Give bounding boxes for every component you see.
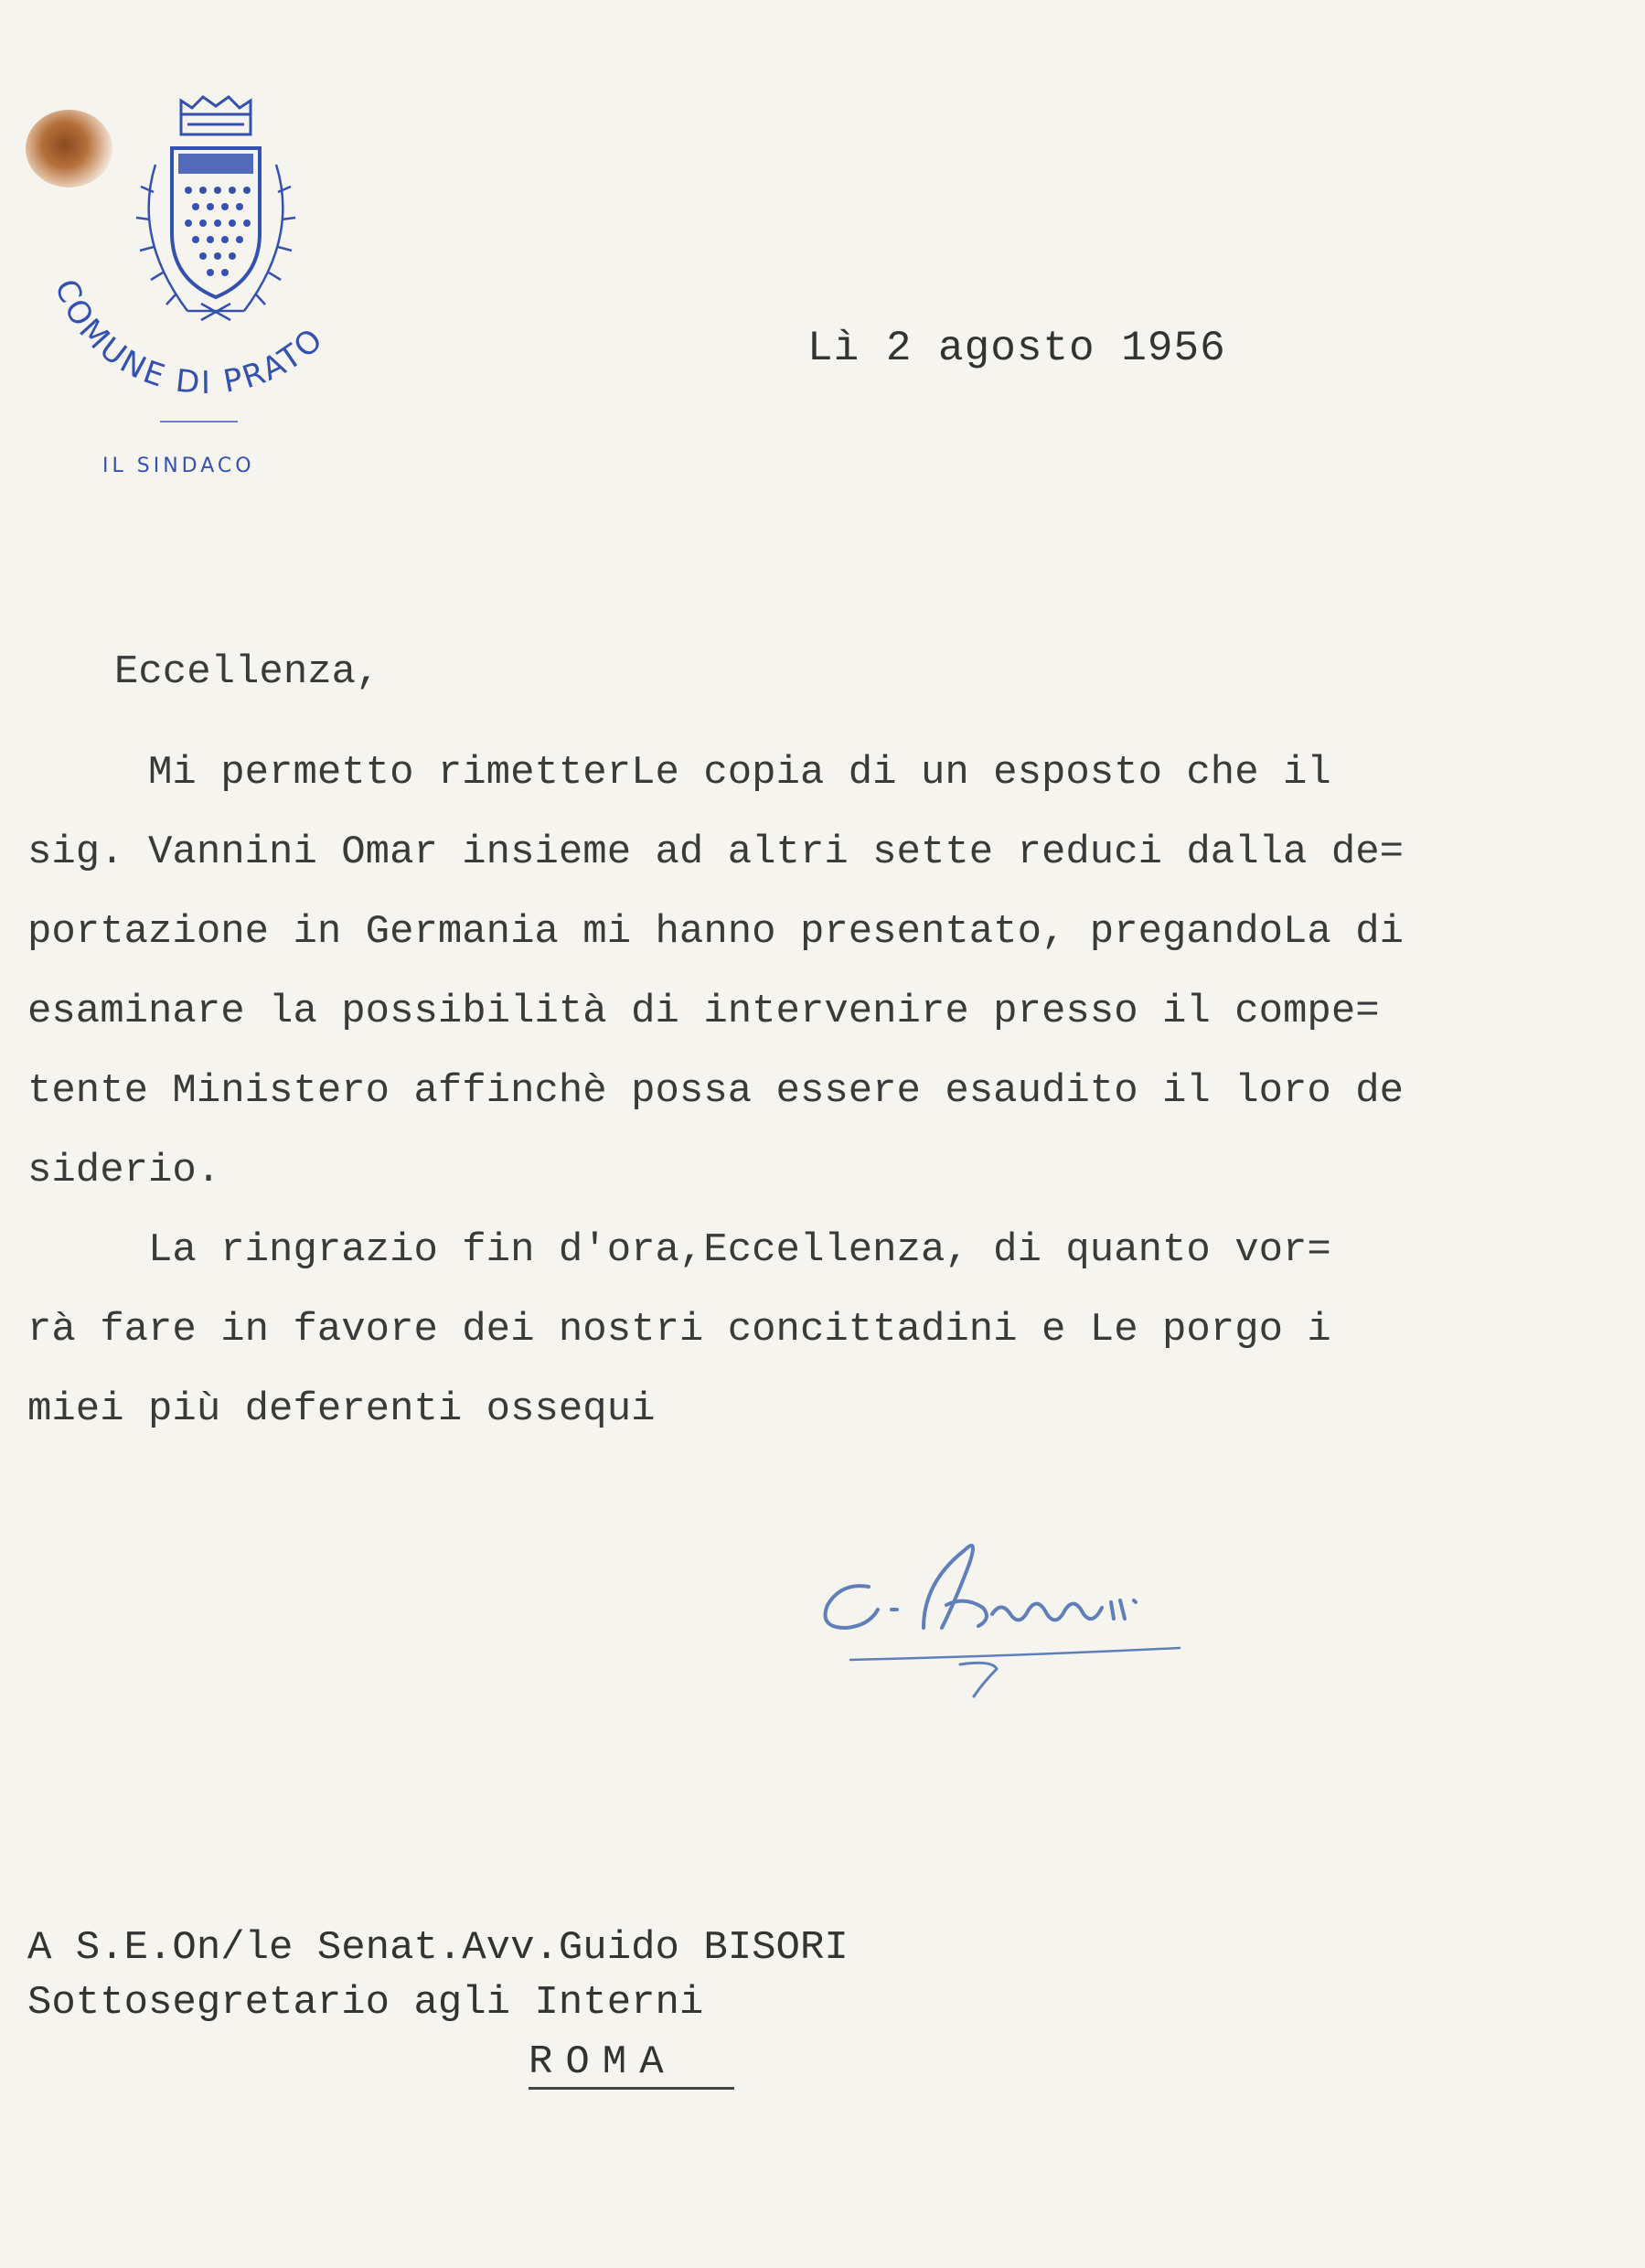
body-line: sig. Vannini Omar insieme ad altri sette reduci dalla de=: [27, 829, 1405, 875]
body-line: siderio.: [27, 1148, 221, 1193]
addressee-name: A S.E.On/le Senat.Avv.Guido BISORI: [27, 1925, 849, 1971]
letterhead-rule: [160, 421, 238, 423]
svg-text:COMUNE DI PRATO: [48, 274, 332, 393]
office-title: IL SINDACO: [102, 455, 255, 477]
handwritten-signature: [805, 1500, 1280, 1710]
stamp-lettering: COMUNE DI PRATO: [47, 274, 332, 393]
body-line: esaminare la possibilità di intervenire presso il compe=: [27, 989, 1380, 1034]
city-underline: [529, 2087, 734, 2090]
shield-icon: [172, 148, 260, 297]
body-line: portazione in Germania mi hanno presentato, pregandoLa di: [27, 909, 1405, 955]
body-line: La ringrazio fin d'ora,Eccellenza, di quanto vor=: [27, 1227, 1331, 1273]
body-line: Mi permetto rimetterLe copia di un esposto che il: [27, 750, 1331, 796]
salutation: Eccellenza,: [114, 649, 380, 695]
coat-of-arms-stamp: [27, 64, 375, 393]
crown-icon: [181, 97, 251, 134]
addressee-city: ROMA: [529, 2039, 677, 2085]
body-line: tente Ministero affinchè possa essere esaudito il loro de: [27, 1068, 1405, 1114]
body-line: miei più deferenti ossequi: [27, 1386, 656, 1432]
body-line: rà fare in favore dei nostri concittadini e Le porgo i: [27, 1307, 1331, 1353]
addressee-title: Sottosegretario agli Interni: [27, 1980, 704, 2026]
letter-date: Lì 2 agosto 1956: [807, 325, 1226, 372]
